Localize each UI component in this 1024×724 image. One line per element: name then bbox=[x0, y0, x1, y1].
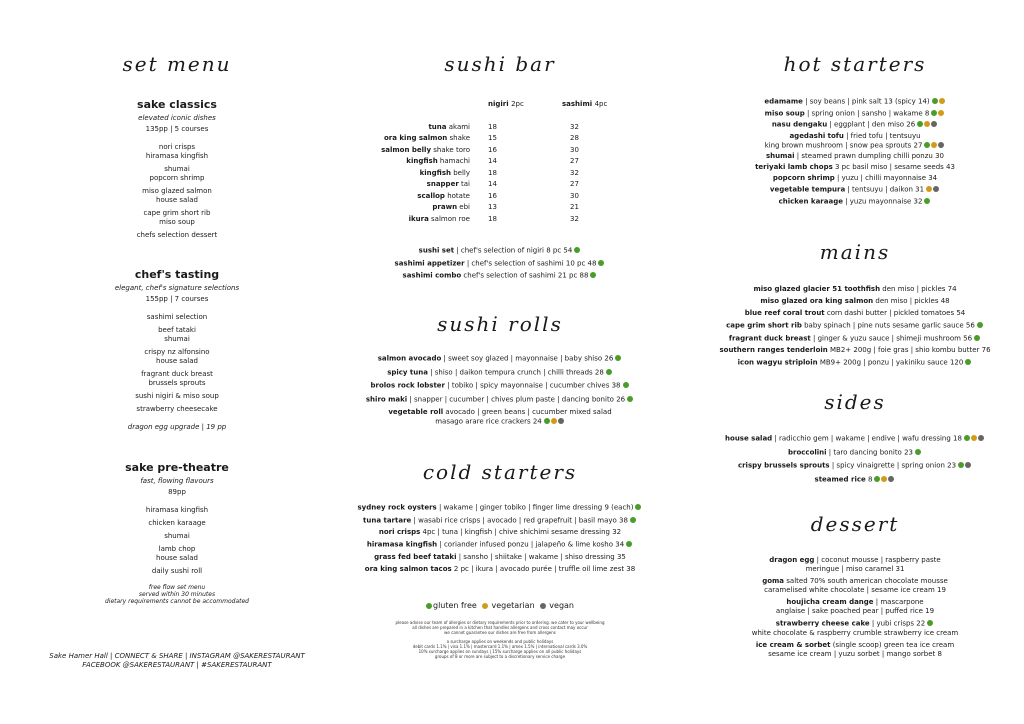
fish-name: ikura bbox=[408, 214, 429, 223]
list-item: fragrant duck breast | ginger & yuzu sauce | shimeji mushroom 56 bbox=[705, 334, 1005, 344]
fine-print-line: debit cards 1.1% | visa 1.1% | mastercard 1.1% | amex 1.5% | international cards 3.0% bbox=[412, 644, 588, 649]
footer bbox=[32, 652, 322, 670]
sake-classics-desc: elevated iconic dishes bbox=[138, 114, 216, 122]
vegetarian-icon bbox=[924, 121, 930, 127]
gluten-free-icon bbox=[974, 335, 980, 341]
fine-print-line: we cannot guarantee our dishes are free from allergens bbox=[444, 630, 556, 635]
list-item: strawberry cheesecake bbox=[136, 405, 218, 413]
list-item: masago arare rice crackers 24 bbox=[330, 417, 670, 427]
list-item: brolos rock lobster | tobiko | spicy mayonnaise | cucumber chives 38 bbox=[330, 381, 670, 391]
list-item: ora king salmon tacos 2 pc | ikura | avocado purée | truffle oil lime zest 38 bbox=[364, 564, 636, 573]
gluten-free-icon bbox=[626, 541, 632, 547]
mains-title: mains bbox=[819, 240, 891, 264]
gluten-free-icon bbox=[590, 272, 596, 278]
vegan-icon bbox=[965, 462, 971, 468]
list-item: crispy nz alfonsino bbox=[144, 348, 210, 356]
sashimi-price: 32 bbox=[570, 168, 579, 177]
list-item: miso soup | spring onion | sansho | wakame 8 bbox=[705, 109, 1005, 119]
list-item: grass fed beef tataki | sansho | shiitake | wakame | shiso dressing 35 bbox=[374, 552, 626, 561]
sake-classics-name: sake classics bbox=[137, 98, 217, 111]
list-item: sashimi combo chef's selection of sashimi 21 pc 88 bbox=[330, 271, 670, 281]
nigiri-price: 16 bbox=[488, 145, 497, 154]
sushi-rolls-title: sushi rolls bbox=[437, 312, 563, 336]
nigiri-price: 14 bbox=[488, 157, 497, 166]
list-item: shumai bbox=[164, 165, 190, 173]
list-item: popcorn shrimp | yuzu | chilli mayonnaise 34 bbox=[772, 174, 938, 182]
fish-name: kingfish bbox=[419, 168, 451, 177]
gluten-free-icon bbox=[915, 449, 921, 455]
list-item: chicken karaage | yuzu mayonnaise 32 bbox=[705, 197, 1005, 207]
list-item: hiramasa kingfish bbox=[145, 152, 209, 160]
fish-name: tuna bbox=[428, 122, 447, 131]
vegan-icon bbox=[938, 142, 944, 148]
vegetarian-icon bbox=[938, 110, 944, 116]
list-item: blue reef coral trout corn dashi butter | pickled tomatoes 54 bbox=[744, 309, 966, 317]
cold-starters-list bbox=[330, 503, 670, 574]
fish-name: prawn bbox=[432, 203, 458, 212]
gluten-free-icon bbox=[598, 260, 604, 266]
fish-japanese-name: shake bbox=[449, 134, 470, 143]
pre-theatre-note: free flow set menu bbox=[148, 584, 206, 591]
list-item: sashimi appetizer | chef's selection of sashimi 10 pc 48 bbox=[330, 259, 670, 269]
fish-name: scallop bbox=[417, 191, 445, 200]
list-item: tuna tartare | wasabi rice crisps | avocado | red grapefruit | basil mayo 38 bbox=[330, 516, 670, 526]
vegan-icon bbox=[931, 121, 937, 127]
gluten-free-icon bbox=[426, 603, 432, 609]
list-item: sushi set | chef's selection of nigiri 8 pc 54 bbox=[330, 246, 670, 256]
fine-print-line: 10% surcharge applies on sundays | 15% surcharge applies on all public holidays bbox=[418, 649, 582, 654]
sake-classics-section bbox=[82, 98, 272, 240]
vegan-icon bbox=[540, 603, 546, 609]
table-row bbox=[330, 133, 612, 145]
nigiri-sashimi-table bbox=[330, 98, 612, 121]
fish-japanese-name: hamachi bbox=[439, 157, 470, 166]
hot-starters-list bbox=[705, 97, 1005, 206]
list-item: cape grim short rib bbox=[143, 209, 211, 217]
fish-name: snapper bbox=[426, 180, 459, 189]
list-item: sashimi selection bbox=[146, 313, 208, 321]
nigiri-price: 15 bbox=[488, 134, 497, 143]
sushi-sets bbox=[330, 246, 670, 281]
nigiri-price: 18 bbox=[488, 214, 497, 223]
upgrade-note: dragon egg upgrade | 19 pp bbox=[127, 423, 227, 431]
table-row bbox=[330, 213, 612, 225]
vegetarian-icon bbox=[482, 603, 488, 609]
list-item: edamame | soy beans | pink salt 13 (spicy 14) bbox=[705, 97, 1005, 107]
list-item: nasu dengaku | eggplant | den miso 26 bbox=[705, 120, 1005, 130]
list-item: teriyaki lamb chops 3 pc basil miso | sesame seeds 43 bbox=[755, 163, 955, 171]
gluten-free-icon bbox=[606, 369, 612, 375]
list-item: broccolini | taro dancing bonito 23 bbox=[705, 448, 1005, 458]
sushi-bar-table bbox=[330, 98, 670, 225]
vegetarian-icon bbox=[931, 142, 937, 148]
gluten-free-icon bbox=[958, 462, 964, 468]
nigiri-price: 13 bbox=[488, 203, 497, 212]
fish-japanese-name: salmon roe bbox=[431, 214, 470, 223]
set-menu-column bbox=[49, 0, 305, 724]
sashimi-header: sashimi 4pc bbox=[562, 99, 608, 108]
gluten-free-icon bbox=[627, 396, 633, 402]
list-item: miso glazed ora king salmon den miso | pickles 48 bbox=[760, 297, 950, 305]
list-item: sydney rock oysters | wakame | ginger tobiko | finger lime dressing 9 (each) bbox=[330, 503, 670, 513]
list-item: white chocolate & raspberry crumble strawberry ice cream bbox=[751, 628, 959, 637]
vegetarian-icon bbox=[939, 98, 945, 104]
vegan-icon bbox=[933, 186, 939, 192]
vegan-icon bbox=[888, 476, 894, 482]
list-item: sushi nigiri & miso soup bbox=[135, 392, 219, 400]
list-item: icon wagyu striploin MB9+ 200g | ponzu | yakiniku sauce 120 bbox=[705, 358, 1005, 368]
vegan-icon bbox=[558, 418, 564, 424]
footer-line: Sake Hamer Hall | CONNECT & SHARE | INSTAGRAM @SAKERESTAURANT bbox=[49, 652, 305, 660]
gluten-free-icon bbox=[917, 121, 923, 127]
sushi-rolls-list bbox=[330, 354, 670, 427]
fish-name: ora king salmon bbox=[383, 134, 448, 143]
fine-print-line: all dishes are prepared in a kitchen that handles allergens and cross contact may occur bbox=[412, 625, 588, 630]
hot-starters-title: hot starters bbox=[783, 52, 927, 76]
list-item: cape grim short rib baby spinach | pine nuts sesame garlic sauce 56 bbox=[705, 321, 1005, 331]
list-item: houjicha cream dange | mascarpone bbox=[786, 598, 924, 606]
vegetarian-icon bbox=[881, 476, 887, 482]
gluten-free-icon bbox=[931, 110, 937, 116]
fish-japanese-name: hotate bbox=[447, 191, 470, 200]
gluten-free-icon bbox=[874, 476, 880, 482]
list-item: miso glazed glacier 51 toothfish den miso | pickles 74 bbox=[753, 285, 957, 293]
dessert-title: dessert bbox=[810, 512, 900, 536]
list-item: house salad bbox=[156, 554, 198, 562]
pre-theatre-section bbox=[82, 461, 272, 605]
list-item: spicy tuna | shiso | daikon tempura crunch | chilli threads 28 bbox=[330, 368, 670, 378]
gluten-free-icon bbox=[635, 504, 641, 510]
list-item: brussels sprouts bbox=[148, 379, 206, 387]
sashimi-price: 32 bbox=[570, 122, 579, 131]
gluten-free-icon bbox=[623, 382, 629, 388]
mains-list bbox=[705, 285, 1005, 368]
list-item: ice cream & sorbet (single scoop) green tea ice cream bbox=[755, 640, 955, 649]
gluten-free-icon bbox=[927, 620, 933, 626]
gluten-free-icon bbox=[924, 142, 930, 148]
list-item: beef tataki bbox=[158, 326, 196, 334]
cold-starters-title: cold starters bbox=[422, 460, 578, 484]
list-item: salmon avocado | sweet soy glazed | mayonnaise | baby shiso 26 bbox=[330, 354, 670, 364]
vegetarian-icon bbox=[926, 186, 932, 192]
gluten-free-icon bbox=[965, 359, 971, 365]
vegetarian-icon bbox=[551, 418, 557, 424]
footer-line: FACEBOOK @SAKERESTAURANT | #SAKERESTAURANT bbox=[82, 661, 272, 669]
nigiri-price: 16 bbox=[488, 191, 497, 200]
sashimi-price: 30 bbox=[570, 191, 579, 200]
nigiri-price: 18 bbox=[488, 122, 497, 131]
gluten-free-icon bbox=[924, 198, 930, 204]
pre-theatre-price: 89pp bbox=[168, 488, 186, 496]
pre-theatre-note: served within 30 minutes bbox=[138, 591, 216, 598]
fish-name: salmon belly bbox=[381, 145, 432, 154]
sushi-rows bbox=[330, 121, 612, 225]
fine-print-line: groups of 8 or more are subject to a discretionary service charge bbox=[434, 654, 566, 659]
gluten-free-icon bbox=[977, 322, 983, 328]
dessert-list bbox=[705, 556, 1005, 659]
chefs-tasting-name: chef's tasting bbox=[134, 268, 220, 281]
sashimi-price: 32 bbox=[570, 214, 579, 223]
sushi-bar-title: sushi bar bbox=[444, 52, 556, 76]
list-item: king brown mushroom | snow pea sprouts 27 bbox=[705, 141, 1005, 151]
list-item: crispy brussels sprouts | spicy vinaigrette | spring onion 23 bbox=[705, 461, 1005, 471]
gluten-free-icon bbox=[615, 355, 621, 361]
table-row bbox=[330, 179, 612, 191]
fish-japanese-name: tai bbox=[461, 180, 470, 189]
gluten-free-icon bbox=[574, 247, 580, 253]
list-item: miso soup bbox=[159, 218, 195, 226]
gluten-free-icon bbox=[932, 98, 938, 104]
dietary-legend: gluten free vegetarian vegan bbox=[330, 601, 670, 610]
list-item: strawberry cheese cake | yubi crisps 22 bbox=[705, 619, 1005, 629]
fine-print-line: please advise our team of allergies or dietary requirements prior to ordering. we cater to your wellbeing bbox=[395, 620, 605, 625]
list-item: vegetable tempura | tentsuyu | daikon 31 bbox=[705, 185, 1005, 195]
table-row bbox=[330, 190, 612, 202]
sashimi-price: 21 bbox=[570, 203, 579, 212]
table-row bbox=[330, 156, 612, 168]
list-item: hiramasa kingfish | coriander infused ponzu | jalapeño & lime kosho 34 bbox=[330, 540, 670, 550]
pre-theatre-desc: fast, flowing flavours bbox=[140, 477, 214, 485]
table-row bbox=[330, 121, 612, 133]
gluten-free-icon bbox=[544, 418, 550, 424]
fine-print-line: a surcharge applies on weekends and public holidays bbox=[446, 639, 554, 644]
nigiri-header: nigiri 2pc bbox=[488, 99, 524, 108]
list-item: goma salted 70% south american chocolate mousse bbox=[762, 577, 948, 585]
list-item: hiramasa kingfish bbox=[145, 506, 209, 514]
nigiri-price: 14 bbox=[488, 180, 497, 189]
pre-theatre-name: sake pre-theatre bbox=[125, 461, 229, 474]
list-item: steamed rice 8 bbox=[705, 475, 1005, 485]
sushi-column bbox=[330, 0, 670, 724]
sides-list bbox=[705, 434, 1005, 484]
list-item: shumai bbox=[164, 335, 190, 343]
list-item: house salad bbox=[156, 196, 198, 204]
sashimi-price: 27 bbox=[570, 157, 579, 166]
list-item: fragrant duck breast bbox=[141, 370, 213, 378]
chefs-tasting-section bbox=[82, 268, 272, 432]
list-item: anglaise | sake poached pear | puffed rice 19 bbox=[775, 607, 935, 615]
list-item: meringue | miso caramel 31 bbox=[805, 565, 905, 573]
list-item: southern ranges tenderloin MB2+ 200g | foie gras | shio kombu butter 76 bbox=[719, 346, 991, 354]
list-item: vegetable roll avocado | green beans | cucumber mixed salad bbox=[388, 408, 612, 416]
sashimi-price: 27 bbox=[570, 180, 579, 189]
list-item: shiro maki | snapper | cucumber | chives plum paste | dancing bonito 26 bbox=[330, 395, 670, 405]
list-item: shumai | steamed prawn dumpling chilli ponzu 30 bbox=[766, 152, 944, 160]
list-item: agedashi tofu | fried tofu | tentsuyu bbox=[789, 131, 921, 140]
gluten-free-icon bbox=[630, 517, 636, 523]
fish-japanese-name: shake toro bbox=[433, 145, 470, 154]
list-item: chefs selection dessert bbox=[136, 231, 218, 239]
table-row bbox=[330, 202, 612, 214]
fish-japanese-name: akami bbox=[448, 122, 470, 131]
list-item: nori crisps bbox=[158, 143, 196, 151]
fish-japanese-name: belly bbox=[453, 168, 470, 177]
table-row bbox=[330, 144, 612, 156]
fish-name: kingfish bbox=[406, 157, 438, 166]
sides-title: sides bbox=[824, 390, 886, 414]
list-item: nori crisps 4pc | tuna | kingfish | chive shichimi sesame dressing 32 bbox=[378, 528, 622, 536]
vegan-icon bbox=[978, 435, 984, 441]
list-item: popcorn shrimp bbox=[149, 174, 205, 182]
sake-classics-price: 135pp | 5 courses bbox=[145, 125, 209, 133]
list-item: shumai bbox=[164, 532, 190, 540]
sashimi-price: 30 bbox=[570, 145, 579, 154]
list-item: lamb chop bbox=[158, 545, 196, 553]
hot-column bbox=[705, 0, 1005, 724]
list-item: daily sushi roll bbox=[151, 567, 203, 575]
vegetarian-icon bbox=[971, 435, 977, 441]
list-item: house salad | radicchio gem | wakame | endive | wafu dressing 18 bbox=[705, 434, 1005, 444]
table-row bbox=[330, 167, 612, 179]
list-item: miso glazed salmon bbox=[142, 187, 212, 195]
chefs-tasting-desc: elegant, chef's signature selections bbox=[114, 284, 240, 292]
fine-print bbox=[330, 620, 670, 659]
list-item: dragon egg | coconut mousse | raspberry paste bbox=[769, 556, 941, 564]
list-item: house salad bbox=[156, 357, 198, 365]
gluten-free-icon bbox=[964, 435, 970, 441]
list-item: sesame ice cream | yuzu sorbet | mango sorbet 8 bbox=[768, 649, 942, 658]
list-item: caramelised white chocolate | sesame ice cream 19 bbox=[764, 586, 946, 594]
list-item: chicken karaage bbox=[148, 519, 206, 527]
sashimi-price: 28 bbox=[570, 134, 579, 143]
set-menu-title: set menu bbox=[122, 52, 232, 76]
chefs-tasting-price: 155pp | 7 courses bbox=[145, 295, 209, 303]
fish-japanese-name: ebi bbox=[459, 203, 470, 212]
pre-theatre-note: dietary requirements cannot be accommodated bbox=[104, 598, 249, 605]
nigiri-price: 18 bbox=[488, 168, 497, 177]
